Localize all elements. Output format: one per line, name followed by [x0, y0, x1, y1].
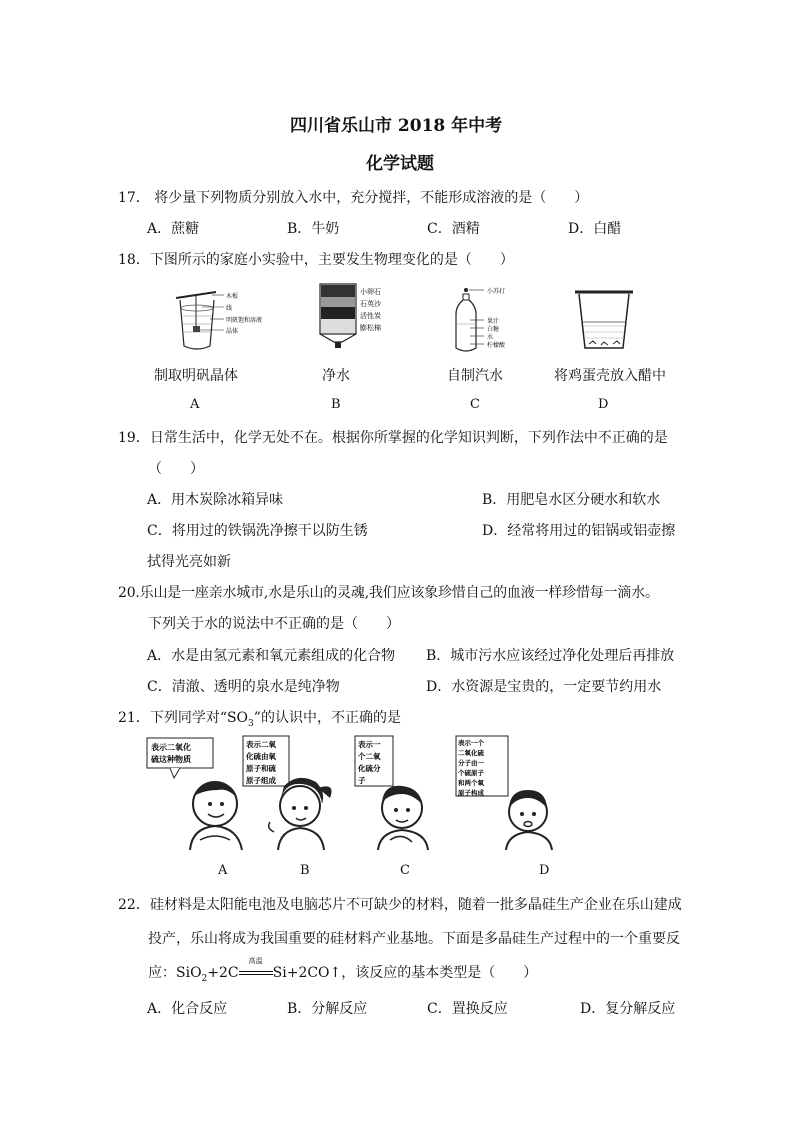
q21-letter-d: D: [539, 863, 550, 878]
q20-stem-line2: 下列关于水的说法中不正确的是（ ）: [148, 616, 400, 632]
bubble-d-line-6: 原子构成: [458, 789, 484, 797]
q18-caption-c: 自制汽水: [447, 368, 503, 384]
q18-letter-a: A: [190, 397, 200, 412]
label-pebble: 小卵石: [360, 288, 381, 296]
page-title: 四川省乐山市 2018 年中考: [290, 116, 503, 136]
q19-option-a: A．用木炭除冰箱异味: [147, 492, 284, 508]
label-crystal: 晶体: [226, 328, 239, 335]
label-citric-acid: 柠檬酸: [487, 342, 506, 349]
bubble-d-line-5: 和两个氧: [458, 779, 484, 787]
bubble-d-line-3: 分子由一: [458, 759, 484, 767]
q20-option-a: A．水是由氢元素和氧元素组成的化合物: [147, 648, 396, 664]
bubble-c-line-2: 个二氧: [358, 752, 381, 761]
bubble-c-line-3: 化硫分: [358, 764, 381, 773]
q22-option-c: C．置换反应: [427, 1001, 508, 1017]
bubble-d-line-2: 二氧化硫: [458, 749, 484, 757]
label-cotton: 膨松棉: [360, 324, 381, 332]
q22-option-b: B．分解反应: [287, 1001, 368, 1017]
q20-option-b: B．城市污水应该经过净化处理后再排放: [426, 648, 675, 664]
page-subtitle: 化学试题: [366, 154, 434, 174]
label-quartz-sand: 石英沙: [360, 300, 381, 308]
bubble-b-line-1: 表示二氧: [246, 740, 276, 749]
q19-stem-paren: （ ）: [148, 461, 204, 477]
alum-crystal-figure: [172, 286, 302, 354]
bubble-b-line-4: 原子组成: [246, 776, 276, 785]
q17-option-d: D．白醋: [568, 221, 622, 237]
q18-caption-b: 净水: [322, 368, 350, 384]
bubble-a-line-2: 硫这种物质: [151, 755, 191, 764]
label-sugar: 白糖: [487, 326, 500, 333]
q18-letter-b: B: [331, 397, 341, 412]
q22-stem-line2: 投产，乐山将成为我国重要的硅材料产业基地。下面是多晶硅生产过程中的一个重要反: [148, 931, 680, 947]
label-thread: 线: [226, 305, 233, 312]
label-alum-solution: 明矾饱和溶液: [226, 317, 263, 324]
student-c-icon: [378, 786, 428, 850]
label-juice: 果汁: [487, 318, 500, 325]
label-water: 水: [487, 334, 494, 341]
bubble-b-line-3: 原子和硫: [246, 764, 276, 773]
bubble-a-line-1: 表示二氧化: [151, 743, 191, 752]
student-d-icon: [506, 790, 552, 850]
q19-option-d-cont: 拭得光亮如新: [147, 554, 231, 570]
q17-option-c: C．酒精: [427, 221, 480, 237]
reaction-condition: 高温: [239, 962, 273, 975]
q18-letter-d: D: [598, 397, 609, 412]
q22-equation-line: 应：SiO$_2$+2C 高温 Si+2CO↑，该反应的基本类型是（ ）: [148, 957, 538, 984]
label-activated-carbon: 活性炭: [360, 312, 381, 320]
q18-letter-c: C: [470, 397, 480, 412]
q17-option-a: A．蔗糖: [147, 221, 200, 237]
bubble-d-line-1: 表示一个: [458, 739, 484, 747]
q22-stem: 22．硅材料是太阳能电池及电脑芯片不可缺少的材料，随着一批多晶硅生产企业在乐山建成: [118, 897, 682, 913]
q17-option-b: B．牛奶: [287, 221, 340, 237]
bubble-d-line-4: 个硫原子: [458, 769, 484, 777]
q17-stem: 17． 将少量下列物质分别放入水中，充分搅拌，不能形成溶液的是（ ）: [118, 190, 589, 206]
bubble-c-line-4: 子: [358, 776, 366, 785]
student-a-icon: [190, 782, 242, 850]
q22-option-d: D．复分解反应: [580, 1001, 676, 1017]
q18-caption-a: 制取明矾晶体: [154, 368, 238, 384]
q21-letter-b: B: [300, 863, 310, 878]
bubble-c-line-1: 表示一: [358, 740, 381, 749]
q19-option-d: D．经常将用过的铝锅或铝壶擦: [482, 523, 676, 539]
water-filter-figure: [314, 282, 409, 354]
q21-letter-c: C: [400, 863, 410, 878]
q19-stem: 19．日常生活中，化学无处不在。根据你所掌握的化学知识判断，下列作法中不正确的是: [118, 430, 668, 446]
student-b-icon: [269, 778, 332, 850]
soda-bottle-figure: [450, 284, 540, 356]
eggshell-vinegar-figure: [573, 288, 635, 354]
q21-stem: 21．下列同学对“$SO_3$”的认识中，不正确的是: [118, 710, 401, 729]
q22-option-a: A．化合反应: [147, 1001, 228, 1017]
bubble-b-line-2: 化硫由氧: [246, 752, 276, 761]
q20-option-c: C．清澈、透明的泉水是纯净物: [147, 679, 340, 695]
q21-cartoon-figure: [140, 732, 660, 852]
q21-letter-a: A: [218, 863, 228, 878]
q18-stem: 18．下图所示的家庭小实验中，主要发生物理变化的是（ ）: [118, 252, 514, 268]
q19-option-c: C．将用过的铁锅洗净擦干以防生锈: [147, 523, 368, 539]
q20-option-d: D．水资源是宝贵的，一定要节约用水: [426, 679, 662, 695]
label-board: 木板: [226, 293, 239, 300]
label-baking-soda: 小苏打: [487, 288, 506, 295]
q20-stem: 20.乐山是一座亲水城市,水是乐山的灵魂,我们应该象珍惜自己的血液一样珍惜每一滴水。: [118, 585, 659, 601]
q18-caption-d: 将鸡蛋壳放入醋中: [554, 368, 666, 384]
q19-option-b: B．用肥皂水区分硬水和软水: [482, 492, 661, 508]
